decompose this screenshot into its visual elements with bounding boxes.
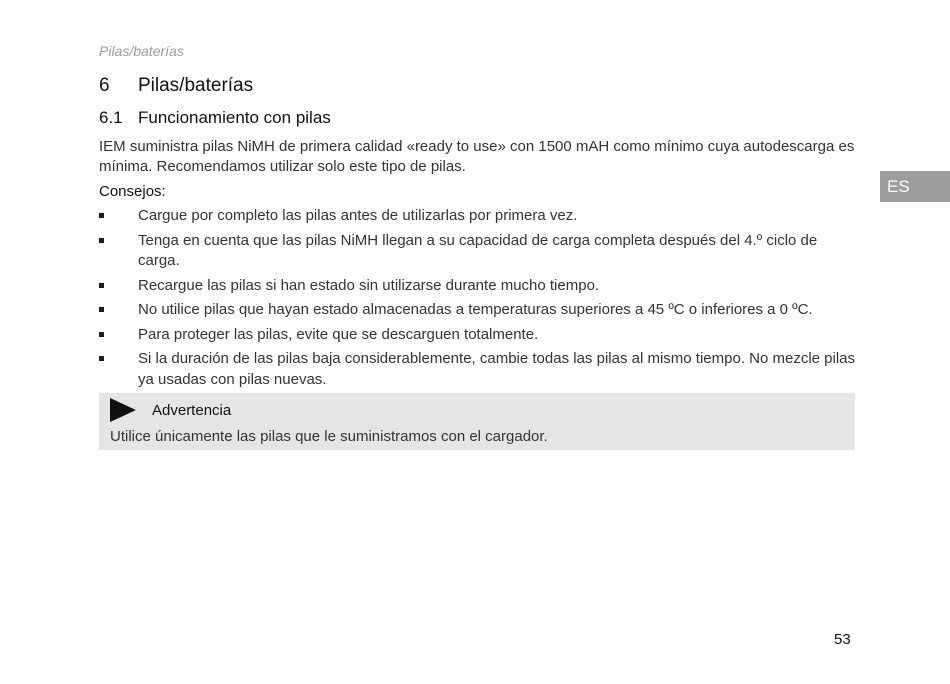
tip-text: No utilice pilas que hayan estado almacenadas a temperaturas superiores a 45 ºC o inferiores a 0 ºC. — [138, 301, 813, 318]
bullet-icon — [99, 283, 104, 288]
list-item — [99, 206, 859, 227]
warning-box — [99, 393, 855, 450]
play-triangle-icon — [110, 398, 136, 427]
list-item — [99, 231, 859, 272]
subsection-heading — [99, 108, 331, 128]
section-title: Pilas/baterías — [138, 75, 254, 96]
tip-text: Tenga en cuenta que las pilas NiMH llegan a su capacidad de carga completa después del 4.º ciclo de carga. — [138, 231, 818, 269]
bullet-icon — [99, 238, 104, 243]
tip-text: Cargue por completo las pilas antes de utilizarlas por primera vez. — [138, 207, 578, 224]
tips-list — [99, 206, 859, 394]
bullet-icon — [99, 356, 104, 361]
list-item — [99, 276, 859, 297]
section-number: 6 — [99, 75, 110, 96]
warning-text: Utilice únicamente las pilas que le suministramos con el cargador. — [110, 428, 548, 445]
subsection-title: Funcionamiento con pilas — [138, 108, 331, 127]
tips-label: Consejos: — [99, 183, 166, 200]
bullet-icon — [99, 307, 104, 312]
warning-title: Advertencia — [152, 402, 232, 419]
page-number: 53 — [834, 631, 851, 648]
list-item — [99, 349, 859, 390]
section-heading — [99, 75, 253, 97]
tip-text: Para proteger las pilas, evite que se descarguen totalmente. — [138, 325, 539, 343]
bullet-icon — [99, 332, 104, 337]
tip-text: Si la duración de las pilas baja considerablemente, cambie todas las pilas al mismo tiempo. No mezcle pilas ya usadas con pilas nuevas. — [138, 350, 856, 388]
tip-text: Recargue las pilas si han estado sin utilizarse durante mucho tiempo. — [138, 276, 600, 294]
list-item — [99, 300, 859, 321]
list-item — [99, 325, 859, 346]
bullet-icon — [99, 213, 104, 218]
running-header: Pilas/baterías — [99, 43, 184, 59]
intro-paragraph: IEM suministra pilas NiMH de primera calidad «ready to use» con 1500 mAH como mínimo cuya autodescarga es mínima. Recomendamos utilizar solo este tipo de pilas. — [99, 138, 855, 175]
subsection-number: 6.1 — [99, 108, 123, 127]
language-tab: ES — [880, 171, 950, 202]
